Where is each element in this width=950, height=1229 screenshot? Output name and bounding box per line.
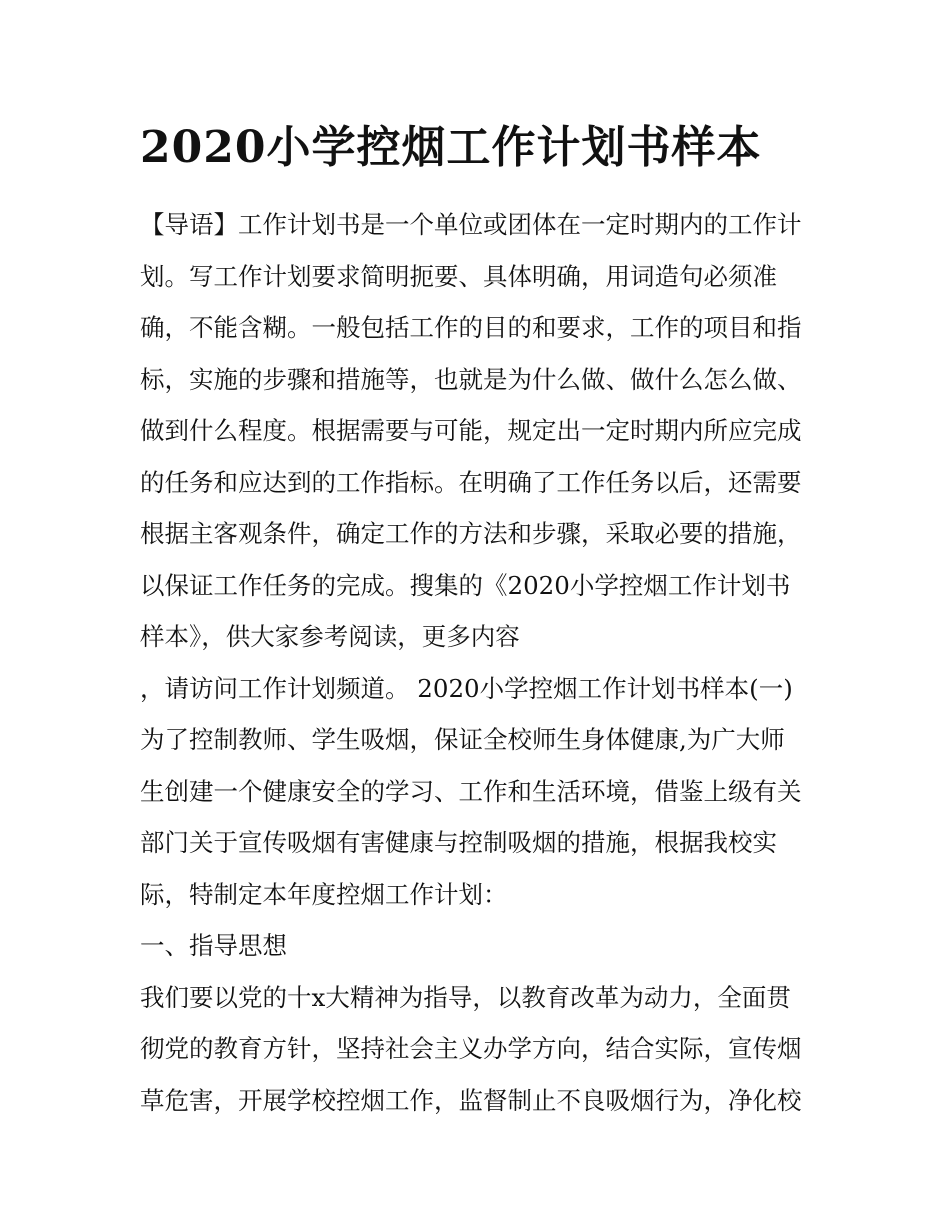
body-line: 【导语】工作计划书是一个单位或团体在一定时期内的工作计 [140, 210, 802, 239]
document-body [140, 199, 820, 1126]
body-line: 划。写工作计划要求简明扼要、具体明确，用词造句必须准 [140, 261, 777, 291]
body-line: 为了控制教师、学生吸烟，保证全校师生身体健康,为广大师 [140, 725, 785, 754]
body-line: 做到什么程度。根据需要与可能，规定出一定时期内所应完成 [140, 416, 802, 445]
section-heading: 一、指导思想 [140, 931, 287, 960]
body-line: 以保证工作任务的完成。搜集的《2020小学控烟工作计划书 [140, 570, 791, 600]
body-line: 彻党的教育方针，坚持社会主义办学方向，结合实际，宣传烟 [140, 1034, 802, 1063]
body-line: 确，不能含糊。一般包括工作的目的和要求，工作的项目和指 [140, 313, 802, 342]
body-line: 际，特制定本年度控烟工作计划： [140, 879, 508, 909]
body-line: 部门关于宣传吸烟有害健康与控制吸烟的措施，根据我校实 [140, 828, 777, 857]
body-line: 我们要以党的十x大精神为指导，以教育改革为动力，全面贯 [140, 982, 791, 1012]
body-line: 生创建一个健康安全的学习、工作和生活环境，借鉴上级有关 [140, 776, 802, 806]
body-line: 根据主客观条件，确定工作的方法和步骤，采取必要的措施， [140, 519, 802, 548]
body-line: 样本》，供大家参考阅读，更多内容 [140, 622, 520, 651]
document-title: 2020小学控烟工作计划书样本 [140, 122, 762, 173]
body-line: 标，实施的步骤和措施等，也就是为什么做、做什么怎么做、 [140, 364, 802, 394]
body-line: 的任务和应达到的工作指标。在明确了工作任务以后，还需要 [140, 467, 802, 497]
body-line: ，请访问工作计划频道。 2020小学控烟工作计划书样本(一) [140, 673, 793, 703]
body-line: 草危害，开展学校控烟工作，监督制止不良吸烟行为，净化校 [140, 1085, 802, 1115]
